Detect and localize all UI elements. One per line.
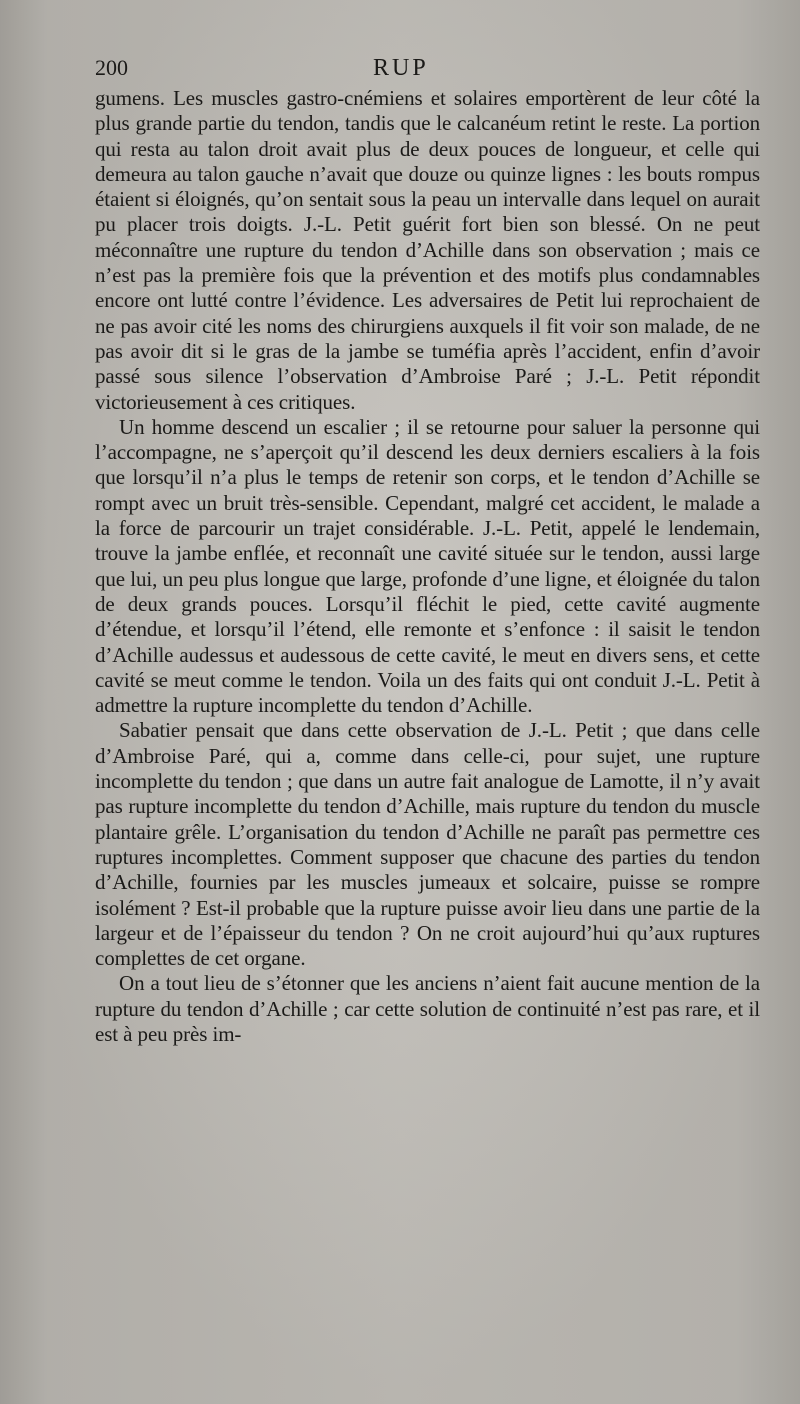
page-number: 200 xyxy=(95,55,128,80)
body-text xyxy=(95,86,760,1047)
paragraph-continuation: gumens. Les muscles gastro-cnémiens et solaires emportèrent de leur côté la plus grande partie du tendon, tandis que le calcanéum retint le reste. La portion qui resta au talon droit avait plus de deux pouces de longueur, et celle qui demeura au talon gauche n’avait que douze ou quinze lignes : les bouts rompus étaient si éloignés, qu’on sentait sous la peau un intervalle dans lequel on aurait pu placer trois doigts. J.-L. Petit guérit fort bien son blessé. On ne peut méconnaître une rupture du tendon d’Achille dans son observation ; mais ce n’est pas la première fois que la prévention et des motifs plus condamnables encore ont lutté contre l’évidence. Les adversaires de Petit lui reprochaient de ne pas avoir cité les noms des chirurgiens auxquels il fit voir son malade, de ne pas avoir dit si le gras de la jambe se tuméfia après l’accident, enfin d’avoir passé sous silence l’observation d’Ambroise Paré ; J.-L. Petit répondit victorieusement à ces critiques. xyxy=(95,86,760,414)
paragraph: Sabatier pensait que dans cette observation de J.-L. Petit ; que dans celle d’Ambroise Paré, qui a, comme dans celle-ci, pour sujet, une rupture incomplette du tendon ; que dans un autre fait analogue de Lamotte, il n’y avait pas rupture incomplette du tendon d’Achille, mais rupture du tendon du muscle plantaire grêle. L’organisation du tendon d’Achille ne paraît pas permettre ces ruptures incomplettes. Comment supposer que chacune des parties du tendon d’Achille, fournies par les muscles jumeaux et solcaire, puisse se rompre isolément ? Est-il probable que la rupture puisse avoir lieu dans une partie de la largeur et de l’épaisseur du tendon ? On ne croit aujourd’hui qu’aux ruptures complettes de cet organe. xyxy=(95,718,760,971)
paragraph: Un homme descend un escalier ; il se retourne pour saluer la personne qui l’accompagne, ne s’aperçoit qu’il descend les deux derniers escaliers à la fois que lorsqu’il n’a plus le temps de retenir son corps, et le tendon d’Achille se rompt avec un bruit très-sensible. Cependant, malgré cet accident, le malade a la force de parcourir un trajet considérable. J.-L. Petit, appelé le lendemain, trouve la jambe enflée, et reconnaît une cavité située sur le tendon, aussi large que lui, un peu plus longue que large, profonde d’une ligne, et éloignée du talon de deux grands pouces. Lorsqu’il fléchit le pied, cette cavité augmente d’étendue, et lorsqu’il l’étend, elle remonte et s’enfonce : il saisit le tendon d’Achille audessus et audessous de cette cavité, le meut en divers sens, et cette cavité se meut comme le tendon. Voila un des faits qui ont conduit J.-L. Petit à admettre la rupture incomplette du tendon d’Achille. xyxy=(95,414,760,718)
page-header xyxy=(95,55,755,87)
paragraph: On a tout lieu de s’étonner que les anciens n’aient fait aucune mention de la rupture du tendon d’Achille ; car cette solution de continuité n’est pas rare, et il est à peu près im- xyxy=(95,971,760,1046)
running-head: RUP xyxy=(373,55,429,81)
